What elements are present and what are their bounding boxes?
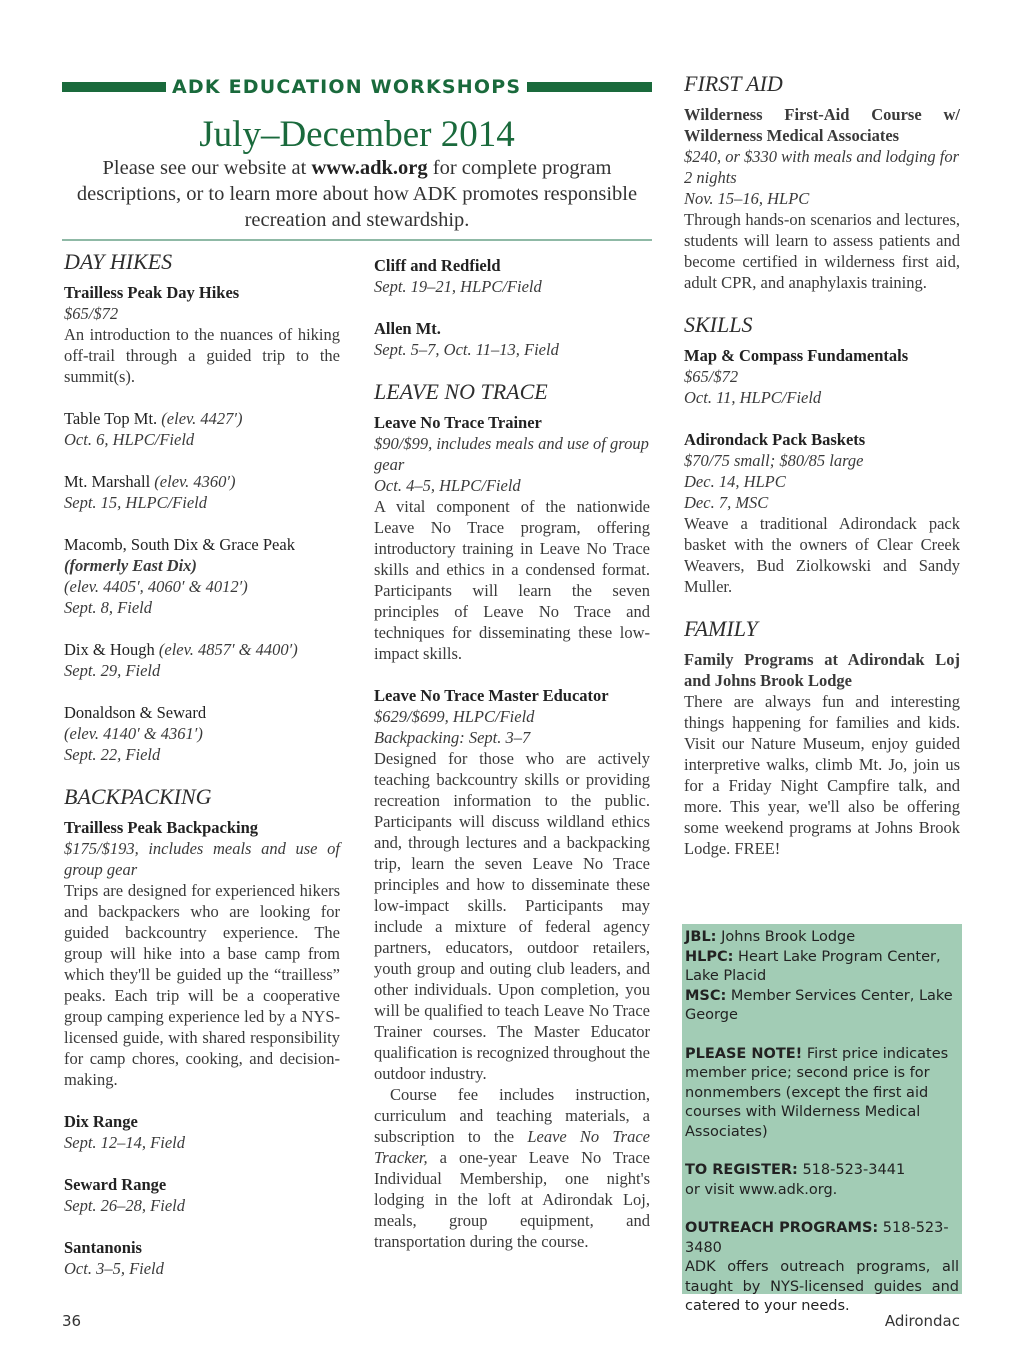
item-title: Donaldson & Seward	[64, 703, 207, 722]
item-title: Trailless Peak Day Hikes	[64, 283, 240, 302]
item-date: Oct. 3–5, Field	[64, 1259, 164, 1278]
item-title: Leave No Trace Trainer	[374, 413, 542, 432]
item-note: (formerly East Dix)	[64, 556, 197, 575]
hike-marshall	[64, 471, 340, 492]
course-fee-paragraph: Course fee includes instruction, curriculum and teaching materials, a subscription to the Leave No Trace Tracker, a one-year Leave No Trace Individual Membership, one night's lodging in the loft at Adirondak Loj, meals, group equipment, and transportation during the course.	[374, 1085, 650, 1251]
item-description: There are always fun and interesting things happening for families and kids. Visit our Nature Museum, enjoy guided interpretive walks, climb Mt. Jo, join us for a Friday Night Campfire talk, and more. This year, we'll also be offering some weekend programs at Johns Brook Lodge. FREE!	[684, 692, 960, 858]
item-title: Leave No Trace Master Educator	[374, 686, 609, 705]
item-price: $629/$699, HLPC/Field	[374, 707, 535, 726]
item-date: Oct. 4–5, HLPC/Field	[374, 476, 521, 495]
item-title: Santanonis	[64, 1238, 142, 1257]
register-info: TO REGISTER: 518-523-3441	[685, 1162, 906, 1178]
item-title: Family Programs at Adirondak Loj and Johns Brook Lodge	[684, 650, 960, 690]
item-date: Dec. 7, MSC	[684, 493, 769, 512]
item-date: Sept. 5–7, Oct. 11–13, Field	[374, 340, 559, 359]
item-elevation: (elev. 4427′)	[161, 409, 243, 428]
intro-text-before: Please see our website at	[102, 157, 312, 179]
item-elevation: (elev. 4857′ & 4400′)	[158, 640, 298, 659]
section-banner	[62, 73, 652, 101]
legend-jbl: JBL: Johns Brook Lodge	[685, 929, 856, 945]
item-price: $65/$72	[64, 304, 119, 323]
item-price: $65/$72	[684, 367, 739, 386]
outreach-description: ADK offers outreach programs, all taught by NYS-licensed guides and catered to your needs.	[685, 1259, 959, 1314]
item-date: Sept. 12–14, Field	[64, 1133, 185, 1152]
item-title: Cliff and Redfield	[374, 256, 501, 275]
section-heading-first-aid: FIRST AID	[684, 71, 783, 96]
register-website[interactable]: or visit www.adk.org.	[685, 1181, 838, 1198]
banner-bar-right	[527, 82, 652, 92]
banner-bar-left	[62, 82, 166, 92]
item-description: An introduction to the nuances of hiking off-trail through a guided trip to the summit(s).	[64, 325, 340, 386]
page-headline: July–December 2014	[199, 114, 515, 155]
item-date: Sept. 8, Field	[64, 598, 152, 617]
intro-paragraph	[62, 155, 652, 233]
item-date: Nov. 15–16, HLPC	[684, 189, 810, 208]
item-description: Trips are designed for experienced hikers and backpackers who are looking for guided backcountry experience. The group will hike into a base camp from which they'll be guided up the “trailless” peaks. Each trip will be a cooperative group camping experience led by a NYS-licensed guide, with shared responsibility for camp chores, cooking, and decision-making.	[64, 881, 340, 1089]
info-box-content	[685, 928, 959, 1317]
intro-text-after: for complete program descriptions, or to learn more about how ADK promotes responsible recreation and stewardship.	[76, 157, 638, 231]
item-elevation: (elev. 4405′, 4060′ & 4012′)	[64, 577, 248, 596]
item-date: Sept. 29, Field	[64, 661, 161, 680]
page-number: 36	[62, 1312, 82, 1330]
publication-title: Leave No Trace Tracker,	[374, 1127, 650, 1167]
item-title: Mt. Marshall	[64, 472, 151, 491]
item-title: Dix & Hough	[64, 640, 155, 659]
legend-msc: MSC: Member Services Center, Lake George	[685, 987, 953, 1023]
column-3	[684, 70, 960, 859]
magazine-name: Adirondac	[884, 1312, 960, 1330]
item-description: Designed for those who are actively teaching backcountry skills or providing recreation information to the public. Participants will discuss wildland ethics and, through lectures and a backpacking trip, learn the seven Leave No Trace principles and how to disseminate these low-impact skills. Participants may include a mixture of federal agency partners, educators, outdoor retailers, youth group and outing club leaders, and other individuals. Upon completion, you will be qualified to teach Leave No Trace Trainer courses. The Master Educator qualification is recognized throughout the outdoor industry.	[374, 749, 650, 1083]
item-title: Map & Compass Fundamentals	[684, 346, 909, 365]
item-elevation: (elev. 4360′)	[154, 472, 236, 491]
item-description: A vital component of the nationwide Leave No Trace program, offering introductory training in Leave No Trace skills and ethics in a condensed format. Participants will learn the seven principles of Leave No Trace and techniques for disseminating these low-impact skills.	[374, 497, 650, 663]
item-title: Dix Range	[64, 1112, 138, 1131]
item-title: Adirondack Pack Baskets	[684, 430, 866, 449]
item-elevation: (elev. 4140′ & 4361′)	[64, 724, 203, 743]
item-date: Sept. 19–21, HLPC/Field	[374, 277, 542, 296]
banner-label: ADK EDUCATION WORKSHOPS	[172, 76, 522, 98]
legend-hlpc: HLPC: Heart Lake Program Center, Lake Placid	[685, 948, 941, 984]
column-2	[374, 255, 650, 1252]
item-date: Sept. 26–28, Field	[64, 1196, 185, 1215]
item-price: $90/$99, includes meals and use of group gear	[374, 434, 649, 474]
item-title: Trailless Peak Backpacking	[64, 818, 259, 837]
item-title: Allen Mt.	[374, 319, 441, 338]
item-price: $240, or $330 with meals and lodging for 2 nights	[684, 147, 960, 187]
item-date: Backpacking: Sept. 3–7	[374, 728, 531, 747]
item-price: $70/75 small; $80/85 large	[684, 451, 864, 470]
header-rule	[62, 239, 652, 241]
section-heading-family: FAMILY	[684, 616, 758, 641]
item-date: Sept. 22, Field	[64, 745, 161, 764]
website-link[interactable]: www.adk.org	[311, 157, 428, 179]
section-heading-skills: SKILLS	[684, 312, 753, 337]
section-heading-day-hikes: DAY HIKES	[64, 249, 173, 274]
item-date: Oct. 6, HLPC/Field	[64, 430, 195, 449]
item-date: Oct. 11, HLPC/Field	[684, 388, 822, 407]
item-description: Through hands-on scenarios and lectures, students will learn to assess patients and become certified in wilderness first aid, adult CPR, and anaphylaxis training.	[684, 210, 960, 292]
column-1	[64, 248, 340, 1279]
section-heading-backpacking: BACKPACKING	[64, 784, 212, 809]
item-title: Wilderness First-Aid Course w/ Wilderness Medical Associates	[684, 105, 960, 145]
section-heading-leave-no-trace: LEAVE NO TRACE	[374, 379, 548, 404]
please-note: PLEASE NOTE! First price indicates member price; second price is for nonmembers (except the first aid courses with Wilderness Medical Associates)	[685, 1045, 949, 1140]
item-date: Sept. 15, HLPC/Field	[64, 493, 207, 512]
item-title: Seward Range	[64, 1175, 167, 1194]
outreach-info: OUTREACH PROGRAMS: 518-523-3480	[685, 1220, 949, 1256]
item-description: Weave a traditional Adirondack pack basket with the owners of Clear Creek Weavers, Bud Ziolkowski and Sandy Muller.	[684, 514, 960, 596]
item-title: Macomb, South Dix & Grace Peak	[64, 535, 295, 554]
hike-dix-hough	[64, 639, 340, 660]
hike-table-top	[64, 408, 340, 429]
item-price: $175/$193, includes meals and use of group gear	[64, 839, 340, 879]
item-title: Table Top Mt.	[64, 409, 158, 428]
item-date: Dec. 14, HLPC	[684, 472, 786, 491]
